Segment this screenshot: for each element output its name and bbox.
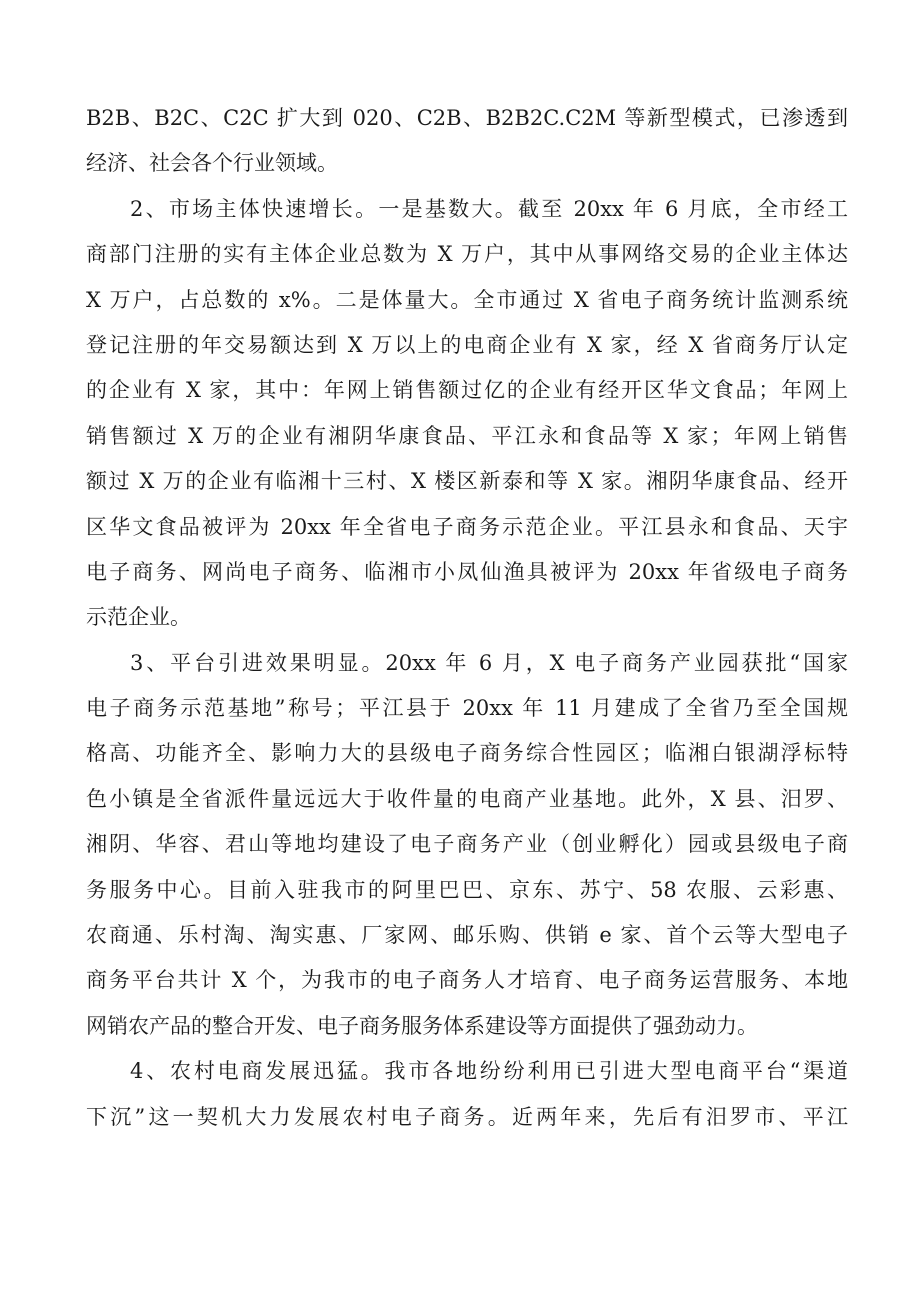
paragraph-3-line-6: 务服务中心。目前入驻我市的阿里巴巴、京东、苏宁、58 农服、云彩惠、 xyxy=(86,877,848,902)
paragraph-4-line-2: 下沉”这一契机大力发展农村电子商务。近两年来，先后有汨罗市、平江 xyxy=(86,1104,848,1129)
paragraph-1-line-2: 经济、社会各个行业领域。 xyxy=(86,151,338,176)
paragraph-2-line-3: X 万户，占总数的 x%。二是体量大。全市通过 X 省电子商务统计监测系统 xyxy=(86,287,848,312)
paragraph-2-line-6: 销售额过 X 万的企业有湘阴华康食品、平江永和食品等 X 家；年网上销售 xyxy=(86,423,848,448)
paragraph-2-line-8: 区华文食品被评为 20xx 年全省电子商务示范企业。平江县永和食品、天宇 xyxy=(86,514,848,539)
paragraph-4-line-1: 4、农村电商发展迅猛。我市各地纷纷利用已引进大型电商平台“渠道 xyxy=(130,1059,848,1084)
paragraph-2-line-5: 的企业有 X 家，其中：年网上销售额过亿的企业有经开区华文食品；年网上 xyxy=(86,378,848,403)
paragraph-3-line-1: 3、平台引进效果明显。20xx 年 6 月，X 电子商务产业园获批“国家 xyxy=(130,650,848,675)
document-body xyxy=(86,96,848,1140)
paragraph-2-line-2: 商部门注册的实有主体企业总数为 X 万户，其中从事网络交易的企业主体达 xyxy=(86,242,848,267)
paragraph-3-line-3: 格高、功能齐全、影响力大的县级电子商务综合性园区；临湘白银湖浮标特 xyxy=(86,741,848,766)
paragraph-2-line-9: 电子商务、网尚电子商务、临湘市小凤仙渔具被评为 20xx 年省级电子商务 xyxy=(86,559,848,584)
paragraph-3-line-7: 农商通、乐村淘、淘实惠、厂家网、邮乐购、供销 e 家、首个云等大型电子 xyxy=(86,923,848,948)
paragraph-2-line-1: 2、市场主体快速增长。一是基数大。截至 20xx 年 6 月底，全市经工 xyxy=(130,196,848,221)
paragraph-3-line-8: 商务平台共计 X 个，为我市的电子商务人才培育、电子商务运营服务、本地 xyxy=(86,968,848,993)
paragraph-3-line-2: 电子商务示范基地”称号；平江县于 20xx 年 11 月建成了全省乃至全国规 xyxy=(86,696,848,721)
paragraph-2-line-10: 示范企业。 xyxy=(86,605,191,630)
paragraph-3-line-9: 网销农产品的整合开发、电子商务服务体系建设等方面提供了强劲动力。 xyxy=(86,1013,758,1038)
paragraph-1-line-1: B2B、B2C、C2C 扩大到 020、C2B、B2B2C.C2M 等新型模式，已渗透到 xyxy=(86,106,848,130)
paragraph-2-line-4: 登记注册的年交易额达到 X 万以上的电商企业有 X 家，经 X 省商务厅认定 xyxy=(86,332,848,357)
paragraph-3-line-4: 色小镇是全省派件量远远大于收件量的电商产业基地。此外，X 县、汨罗、 xyxy=(86,786,848,811)
paragraph-2-line-7: 额过 X 万的企业有临湘十三村、X 楼区新泰和等 X 家。湘阴华康食品、经开 xyxy=(86,469,848,494)
paragraph-3-line-5: 湘阴、华容、君山等地均建设了电子商务产业（创业孵化）园或县级电子商 xyxy=(86,832,848,857)
